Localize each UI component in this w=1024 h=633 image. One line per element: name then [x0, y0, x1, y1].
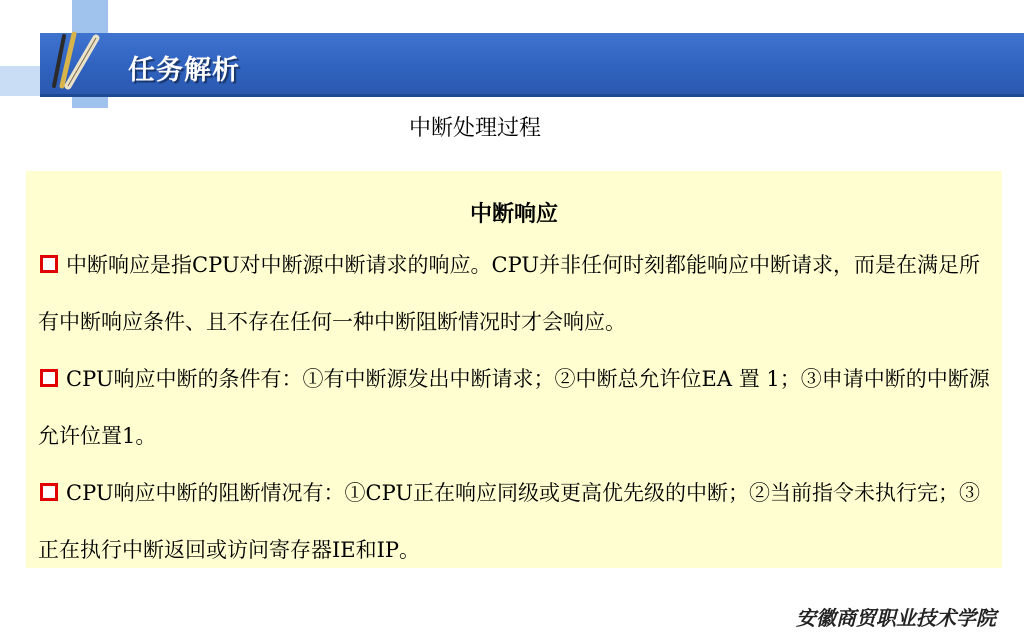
paragraph-2: [38, 351, 998, 465]
paragraph-1-text: 中断响应是指CPU对中断源中断请求的响应。CPU并非任何时刻都能响应中断请求，而是在满足所有中断响应条件、且不存在任何一种中断阻断情况时才会响应。: [38, 253, 981, 334]
content-title: 中断响应: [469, 202, 558, 227]
square-bullet-icon: [40, 483, 58, 501]
paragraph-3-text: CPU响应中断的阻断情况有：①CPU正在响应同级或更高优先级的中断；②当前指令未执行完；③正在执行中断返回或访问寄存器IE和IP。: [38, 481, 981, 562]
square-bullet-icon: [40, 369, 58, 387]
paragraph-1: [38, 237, 998, 351]
header-title: 任务解析: [128, 55, 240, 86]
paragraph-2-text: CPU响应中断的条件有：①有中断源发出中断请求；②中断总允许位EA 置 1；③申请中断的中断源允许位置1。: [38, 367, 990, 448]
section-subtitle: 中断处理过程: [408, 116, 541, 141]
school-logo: [796, 606, 1016, 630]
content-box: [26, 171, 1002, 568]
school-logo-text: 安徽商贸职业技术学院: [796, 606, 996, 630]
paragraph-3: [38, 465, 998, 579]
square-bullet-icon: [40, 255, 58, 273]
pencil-icon: [44, 30, 114, 90]
